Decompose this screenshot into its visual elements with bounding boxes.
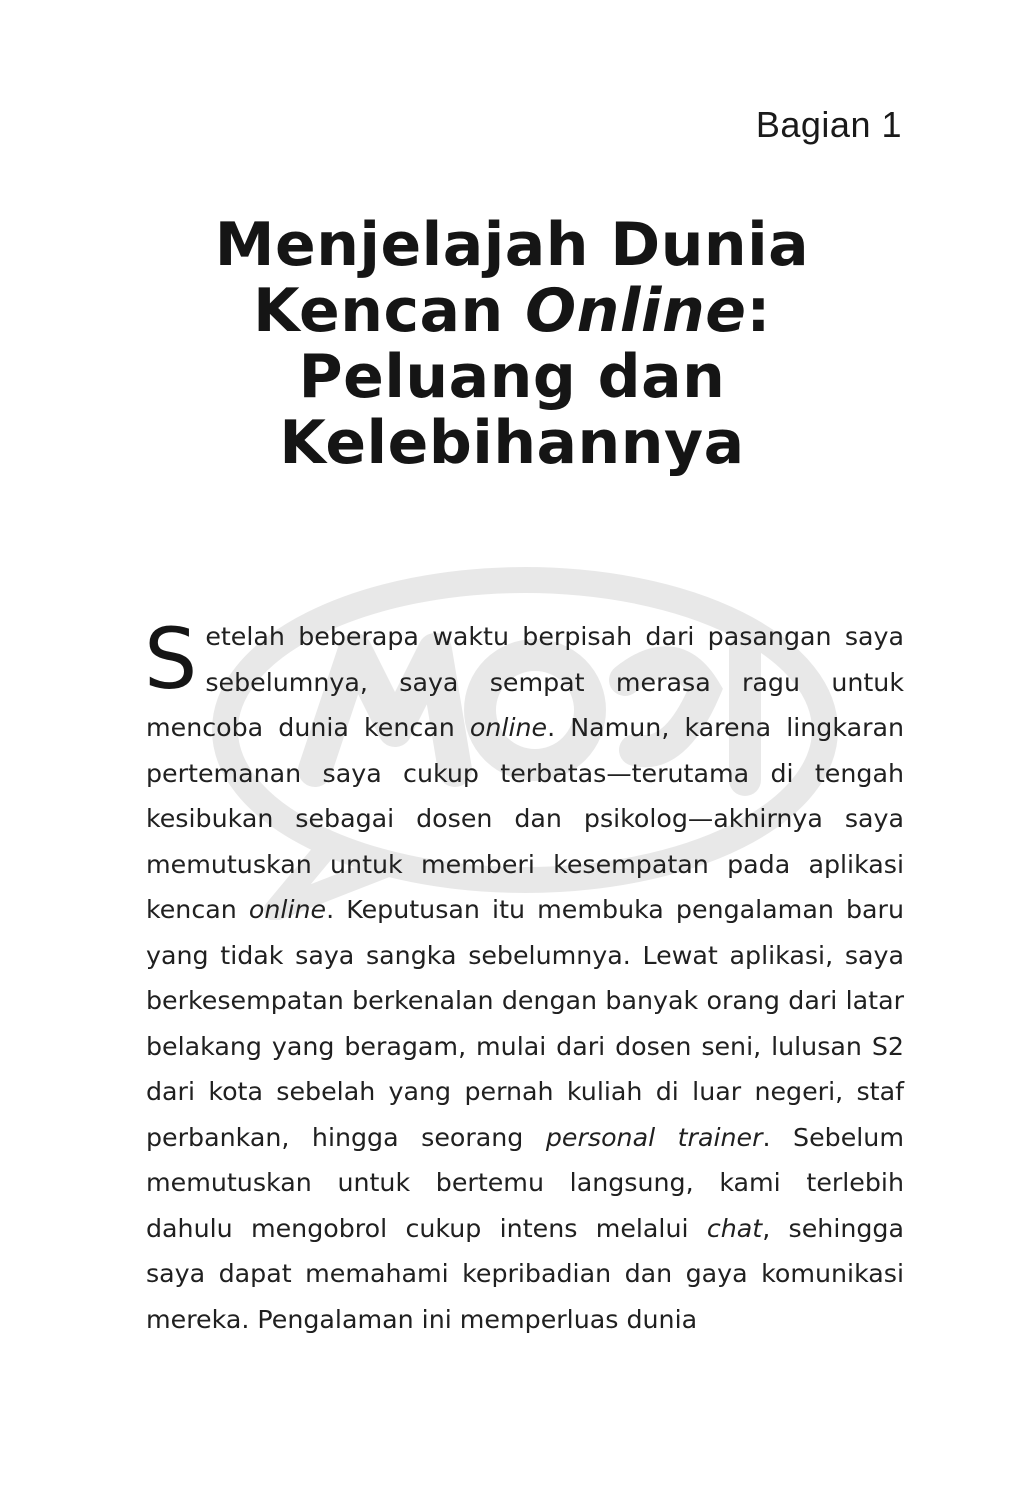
chapter-title-line-4: Kelebihannya [279,408,745,478]
chapter-title [0,212,1024,476]
body-segment: etelah beberapa waktu berpisah dari pasangan saya sebelumnya, saya sempat merasa ragu untuk mencoba dunia kencan [146,622,904,742]
body-segment-italic: chat [706,1213,763,1243]
body-segment: , sehingga saya dapat memahami kepribadian dan gaya komunikasi mereka. Pengalaman ini memperluas dunia [146,1213,904,1334]
body-segment: . Keputusan itu membuka pengalaman baru yang tidak saya sangka sebelumnya. Lewat aplikasi, saya berkesempatan berkenalan dengan banyak orang dari latar belakang yang beragam, mulai dari dosen seni, lulusan S2 dari kota sebelah yang pernah kuliah di luar negeri, staf perbankan, hingga seorang [146,895,904,1152]
chapter-title-line-2-italic: Online [525,276,747,346]
body-paragraph [144,610,905,1342]
body-segment-italic: online [469,713,548,742]
chapter-title-line-3: Peluang dan [298,342,726,412]
part-label: Bagian 1 [755,104,902,145]
chapter-title-line-2 [0,278,1024,344]
chapter-title-line-2-suffix: : [746,276,771,346]
chapter-title-line-1: Menjelajah Dunia [214,210,810,280]
drop-cap: S [144,610,198,708]
body-segment: . Namun, karena lingkaran pertemanan saya cukup terbatas—terutama di tengah kesibukan sebagai dosen dan psikolog—akhirnya saya memutuskan untuk memberi kesempatan pada aplikasi kencan [146,713,905,924]
body-segment-italic: personal trainer [545,1122,763,1152]
body-segment: . Sebelum memutuskan untuk bertemu langsung, kami terlebih dahulu mengobrol cukup intens melalui [146,1122,904,1243]
body-segment-italic: online [248,895,327,924]
chapter-title-line-2-prefix: Kencan [253,276,526,346]
